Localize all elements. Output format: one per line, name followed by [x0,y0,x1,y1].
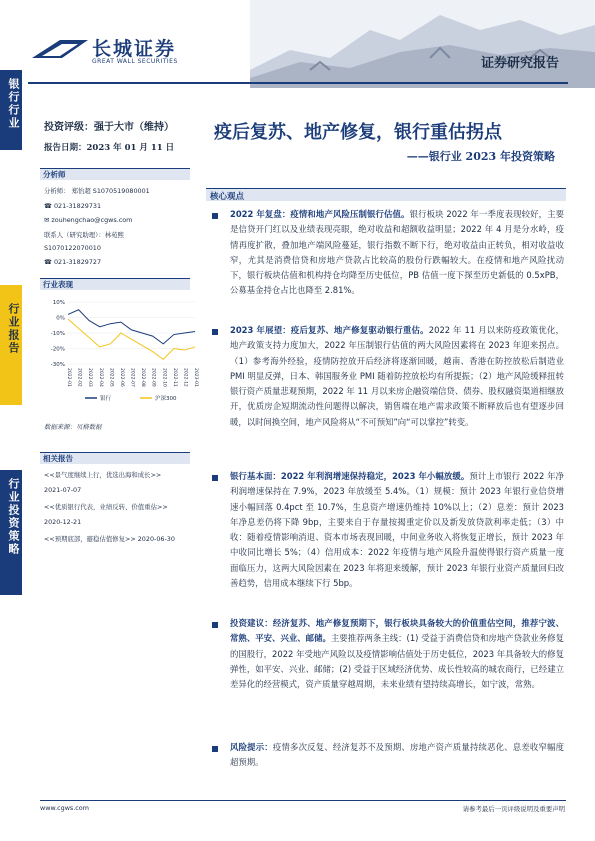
paragraph-text: 预计上市银行 2022 年净利润增速保持在 7.9%，2023 年放缓至 5.4%。（1）规模：预计 2023 年银行业信贷增速小幅回落 0.4pct 至 10.7%，生息资产增速仍维持 10%以上；（2）息差：预计 2023 年净息差仍将下降 9bp，主要来自于存量按揭重定价以及新发放贷款利率走低；（3）中收：随着疫情影响消退、资本市场表现回暖，中间业务收入将恢复正增长，预计 2023 年中收同比增长 5%；（4）信用成本：2022 年疫情与地产风险升温使得银行资产质量一度面临压力，这两大风险因素在 2023 年将迎来缓解，预计 2023 年银行业资产质量回归改善趋势，信用成本继续下行 5bp。 [230,471,564,589]
paragraph-text: 疫情多次反复、经济复苏不及预期、房地产资产质量持续恶化、息差收窄幅度超预期。 [230,742,565,768]
header-divider [28,82,568,84]
related-section-title: 相关报告 [43,454,73,463]
contact-phone: ☎ 021-31829727 [44,258,102,266]
side-tab-strategy [0,470,22,595]
bullet-icon [212,622,218,628]
paragraph-lead: 风险提示： [230,742,273,752]
side-tab-report [0,285,22,405]
core-paragraph [230,469,564,591]
footer-disclaimer: 请参考最后一页评级说明及重要声明 [462,805,565,813]
x-tick-label: 2022-02 [76,368,82,387]
legend-label: 银行 [100,396,112,402]
performance-section-header [40,278,190,290]
investment-rating: 投资评级：强于大市（维持） [44,122,174,133]
report-subtitle: ——银行业 2023 年投资策略 [406,150,555,163]
core-paragraph [230,740,564,771]
report-date: 报告日期：2023 年 01 月 11 日 [44,143,175,153]
bullet-icon [212,475,218,481]
side-tab-industry [0,70,22,150]
analyst-line: 分析师： 郑怡超 S1070519080001 [44,187,150,195]
footer-url[interactable]: www.cgws.com [40,804,89,812]
side-tab-report-label: 行业报告 [7,303,20,355]
analyst-email[interactable]: ✉ zouhengchao@cgws.com [44,216,133,224]
paragraph-text: 主要推荐两条主线：(1) 受益于消费信贷和房地产贷款业务修复的国股行，2022 年受地产风险以及疫情影响估值处于历史低位，2023 年具备较大的修复弹性，如平安、兴业、邮储；(2) 受益于区域经济优势、成长性较高的城农商行，已经建立差异化的经营模式，资产质量穿越周期，未来业绩有望持续高增长，如宁波，常熟。 [230,633,564,690]
x-tick-label: 2022-04 [97,368,103,387]
y-tick-label: -10% [50,331,65,337]
contact-line: 联系人（研究助理）：林苑熙 [44,231,124,239]
analyst-phone: ☎ 021-31829731 [44,202,102,210]
y-tick-label: -30% [50,362,65,368]
paragraph-text: 银行板块 2022 年一季度表现较好，主要是信贷开门红以及业绩表现亮眼，绝对收益和超额收益明显；2022 年 4 月是分水岭，疫情再度扩散，叠加地产端风险蔓延，银行指数不断下行，绝对收益由正转负，相对收益收窄，尤其是消费信贷和房地产贷款占比较高的股份行跌幅较大。在疫情和地产风险扰动下，银行板块估值和机构持仓均降至历史低位，PB 估值一度下探至历史新低的 0.5xPB，公募基金持仓占比也降至 2.81%。 [230,209,564,296]
logo-icon [30,36,90,60]
x-tick-label: 2023-01 [193,368,198,387]
contact-id: S1070122070010 [44,244,101,252]
report-title: 疫后复苏、地产修复，银行重估拐点 [214,122,502,143]
x-tick-label: 2022-11 [171,368,177,387]
chart-source: 数据来源：贝格数据 [44,423,102,431]
bullet-icon [212,329,218,335]
core-paragraph [230,323,564,430]
side-tab-industry-label: 银行行业 [7,78,20,130]
legend-label: 沪深300 [155,396,177,402]
page-header [0,0,595,88]
paragraph-lead: 2022 年复盘：疫情和地产风险压制银行估值。 [230,209,410,219]
report-type: 证券研究报告 [480,56,559,71]
bullet-icon [212,213,218,219]
x-tick-label: 2022-09 [150,368,156,387]
x-tick-label: 2022-01 [66,368,71,387]
paragraph-lead: 投资建议：经济复苏、地产修复预期下，银行板块具备较大的价值重估空间，推荐宁波、常熟、平安、兴业、邮储。 [230,618,564,644]
side-tab-strategy-label: 行业投资策略 [7,478,20,556]
x-tick-label: 2022-10 [161,368,167,387]
related-report-date: 2020-12-21 [44,518,82,526]
x-tick-label: 2022-07 [129,368,135,387]
x-tick-label: 2022-12 [182,368,188,387]
related-report-date: 2021-07-07 [44,486,82,494]
core-views-title: 核心观点 [210,192,245,202]
y-tick-label: 0% [56,315,65,322]
analyst-section-header [40,168,190,180]
paragraph-text: 2022 年 11 月以来防疫政策优化，地产政策支持力度加大，2022 年压制银行估值的两大风险因素将在 2023 年迎来拐点。（1）参考海外经验，疫情防控放开后经济将逐渐回暖，越南、香港在防控放松后制造业 PMI 明显反弹，日本、韩国服务业 PMI 随着防控放松均有所提振；（2）地产风险缓释扭转银行资产质量悲观预期，2022 年 11 月以来房企融资端信贷、债券、股权融资渠道相继放开，优质房企短期流动性问题得以解决，销售端在地产需求政策不断释放后也有望逐步回暖，以时间换空间，地产风险将从“不可预知”向“可以掌控”转变。 [230,325,564,427]
great-wall-background [250,0,595,88]
x-tick-label: 2022-06 [118,368,124,387]
x-tick-label: 2022-03 [87,368,93,387]
related-section-header [40,452,190,464]
x-tick-label: 2022-08 [140,368,146,387]
series-line [68,319,195,359]
brand-name-en: GREAT WALL SECURITIES [92,58,178,65]
y-tick-label: 10% [52,300,65,306]
core-views-header [206,188,566,201]
related-report-link[interactable]: <<预期底部，避稳估值修复>> 2020-06-30 [44,535,175,543]
industry-performance-chart [40,296,200,406]
performance-section-title: 行业表现 [43,280,73,289]
brand-name: 长城证券 [92,38,177,60]
footer-divider [40,800,566,801]
related-report-link[interactable]: <<优质银行代表，业绩反转、价值重估>> [44,503,168,511]
y-tick-label: -20% [50,346,65,353]
related-report-link[interactable]: <<景气度继续上行，优选出海和成长>> [44,471,162,479]
core-paragraph [230,616,564,692]
paragraph-lead: 银行基本面：2022 年利润增速保持稳定，2023 年小幅放缓。 [230,471,470,481]
x-tick-label: 2022-05 [108,368,114,387]
bullet-icon [212,746,218,752]
core-paragraph [230,207,564,299]
paragraph-lead: 2023 年展望：疫后复苏、地产修复驱动银行重估。 [230,325,429,335]
analyst-section-title: 分析师 [43,170,66,179]
